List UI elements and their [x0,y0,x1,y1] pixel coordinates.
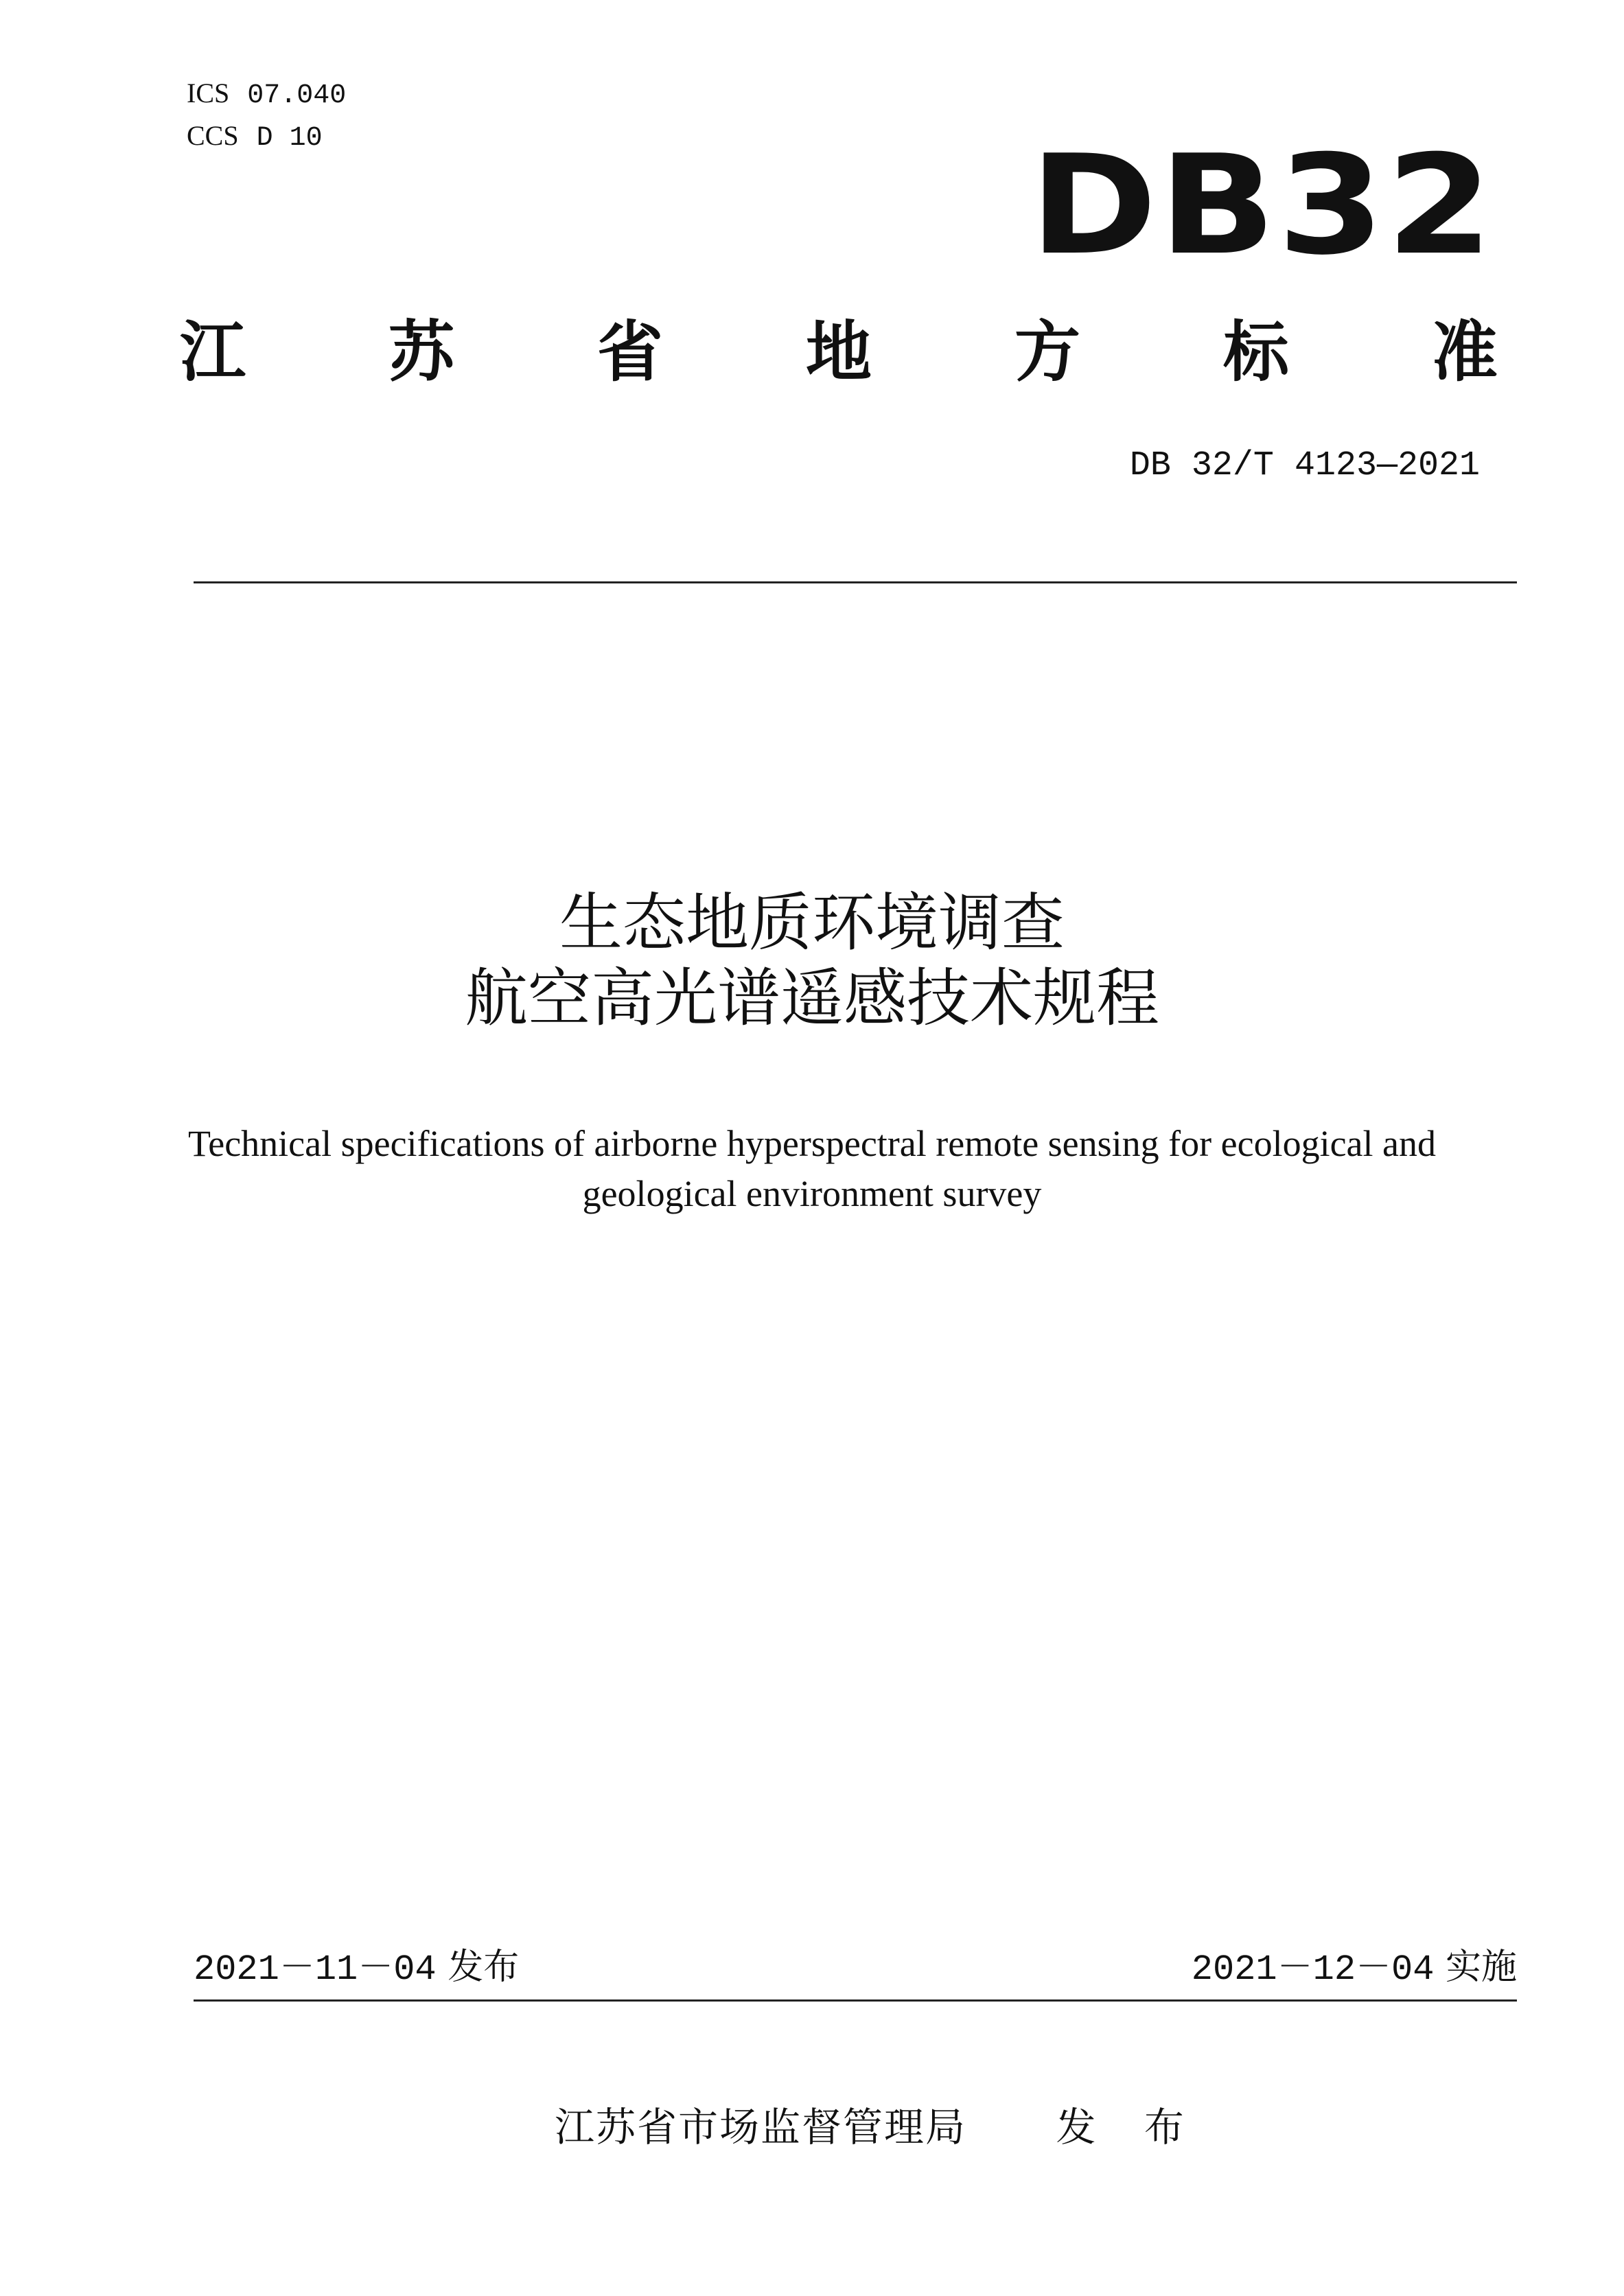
title-en-line2: geological environment survey [582,1172,1042,1214]
ics-value: 07.040 [247,80,347,111]
authority-char: 地 [806,314,872,391]
title-zh [0,885,1624,1037]
authority-char: 准 [1432,314,1498,391]
authority-char: 标 [1223,314,1289,391]
header-divider [194,581,1517,583]
publisher [555,2104,1202,2150]
issue-date-value: 2021－11－04 [194,1949,437,1990]
ccs-value: D 10 [256,123,323,154]
footer-divider [194,1999,1517,2002]
title-en [82,1119,1542,1219]
db32-logo: DB32 [1030,126,1495,286]
publisher-name: 江苏省市场监督管理局 [555,2104,967,2150]
issue-label: 发布 [448,1947,520,1988]
ics-code [187,77,346,111]
authority-char: 江 [180,314,246,391]
implement-label: 实施 [1445,1947,1517,1988]
title-en-line1: Technical specifications of airborne hyperspectral remote sensing for ecological and [188,1123,1436,1164]
authority-char: 苏 [388,314,454,391]
implement-date-value: 2021－12－04 [1191,1949,1435,1990]
issuing-authority-heading [180,314,1498,391]
implement-date [1192,1949,1517,1988]
publisher-verb: 发 布 [1056,2104,1202,2150]
title-zh-line2: 航空高光谱遥感技术规程 [464,962,1159,1036]
ics-label: ICS [187,78,230,108]
authority-char: 方 [1014,314,1080,391]
standard-number: DB 32/T 4123—2021 [1129,446,1480,485]
ccs-label: CCS [187,120,239,151]
ccs-code [187,119,323,154]
title-zh-line1: 生态地质环境调查 [559,886,1065,960]
authority-char: 省 [597,314,663,391]
issue-date [194,1949,519,1988]
